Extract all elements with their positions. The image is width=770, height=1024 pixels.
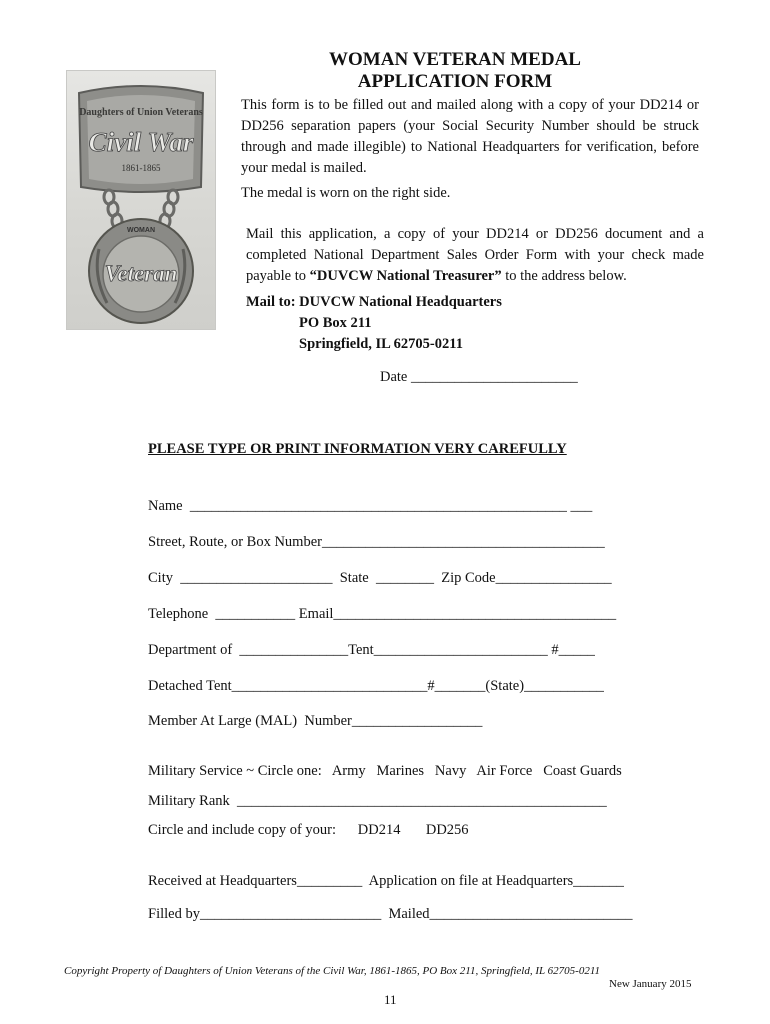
mail-paragraph [246, 224, 704, 287]
telephone-email-field[interactable]: Telephone ___________ Email_______________________________________ [148, 606, 617, 622]
received-field[interactable]: Received at Headquarters_________ Application on file at Headquarters_______ [148, 873, 624, 889]
street-field[interactable]: Street, Route, or Box Number_______________________________________ [148, 534, 605, 550]
filled-by-field[interactable]: Filled by_________________________ Mailed____________________________ [148, 906, 633, 922]
instruction-heading: PLEASE TYPE OR PRINT INFORMATION VERY CAREFULLY [148, 441, 567, 457]
title-line-2: APPLICATION FORM [357, 71, 553, 92]
footer-copyright: Copyright Property of Daughters of Union Veterans of the Civil War, 1861-1865, PO Box 211, Springfield, IL 62705-0211 [64, 965, 601, 977]
medal-photo [66, 70, 216, 330]
mail-text-bold: “DUVCW National Treasurer” [309, 268, 502, 284]
military-rank-field[interactable]: Military Rank ___________________________________________________ [148, 793, 607, 809]
mail-text-before: Mail this application, a copy of your DD214 or DD256 document and a completed National Department Sales Order Form with your check made payable to [246, 226, 704, 284]
mail-to-line-3: Springfield, IL 62705-0211 [299, 336, 463, 352]
military-service-field[interactable]: Military Service ~ Circle one: Army Marines Navy Air Force Coast Guards [148, 763, 622, 779]
medal-bar-text: Civil War [88, 127, 194, 157]
name-field[interactable]: Name ____________________________________________________ ___ [148, 498, 593, 514]
title-line-1: WOMAN VETERAN MEDAL [329, 49, 581, 70]
medal-top-text: Daughters of Union Veterans [79, 107, 203, 118]
mail-to-line-1: Mail to: DUVCW National Headquarters [246, 294, 502, 310]
member-at-large-field[interactable]: Member At Large (MAL) Number__________________ [148, 713, 483, 729]
mail-text-after: to the address below. [501, 268, 627, 284]
date-field[interactable]: Date _______________________ [380, 369, 578, 385]
medal-dates: 1861-1865 [121, 163, 161, 173]
medal-image [67, 71, 215, 329]
city-state-zip-field[interactable]: City _____________________ State ________ Zip Code________________ [148, 570, 612, 586]
circle-copy-field[interactable]: Circle and include copy of your: DD214 DD256 [148, 822, 469, 838]
mail-to-line-2: PO Box 211 [299, 315, 372, 331]
department-tent-field[interactable]: Department of _______________Tent________________________ #_____ [148, 642, 595, 658]
medal-arch-text: WOMAN [127, 227, 155, 234]
intro-paragraph: This form is to be filled out and mailed along with a copy of your DD214 or DD256 separation papers (your Social Security Number should be struck through and made illegible) to National Headquarters for verification, before your medal is mailed. [241, 97, 699, 176]
footer-date: New January 2015 [609, 978, 692, 990]
page-number: 11 [384, 992, 397, 1007]
worn-paragraph: The medal is worn on the right side. [241, 185, 451, 201]
detached-tent-field[interactable]: Detached Tent___________________________#_______(State)___________ [148, 678, 604, 694]
medal-center-text: Veteran [104, 261, 178, 286]
